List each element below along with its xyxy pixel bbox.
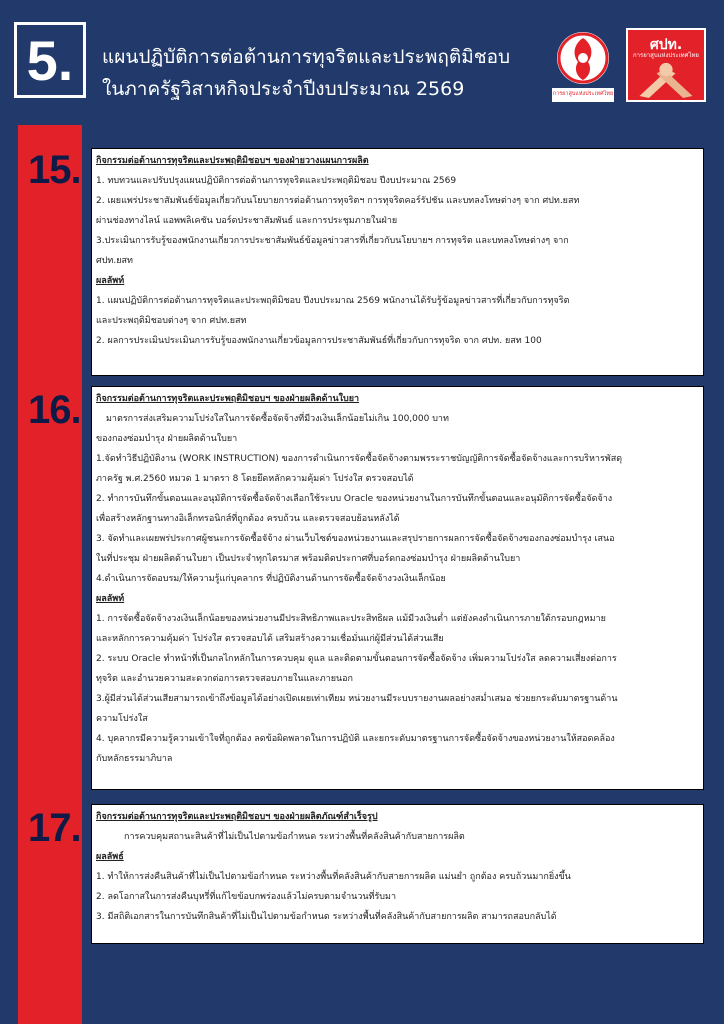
header-title-line1: แผนปฏิบัติการต่อต้านการทุจริตและประพฤติมิชอบ	[102, 46, 511, 68]
section-line: ในที่ประชุม ฝ่ายผลิตด้านใบยา เป็นประจำทุกไตรมาส พร้อมติดประกาศที่บอร์ดกองซ่อมบำรุง ฝ่ายผลิตด้านใบยา	[96, 554, 521, 564]
result-line: 1. ทำให้การส่งคืนสินค้าที่ไม่เป็นไปตามข้อกำหนด ระหว่างพื้นที่คลังสินค้ากับสายการผลิต แม่นยำ ถูกต้อง ครบถ้วนมากยิ่งขึ้น	[96, 872, 571, 882]
section-line: 1.จัดทำวิธีปฏิบัติงาน (WORK INSTRUCTION) ของการดำเนินการจัดซื้อจัดจ้างตามพรระราชบัญญัติการจัดซื้อจัดจ้างและการบริหารพัสดุ	[96, 454, 623, 464]
section-line: 3.ประเมินการรับรู้ของพนักงานเกี่ยวการประชาสัมพันธ์ข้อมูลข่าวสารที่เกี่ยวกับนโยบายฯ การทุจริต และบทลงโทษต่างๆ จาก	[96, 236, 569, 246]
section-line: 3. จัดทำและเผยพร่ประกาศผู้ชนะการจัดซื้อจัจ้าง ผ่านเว็บไซต์ของหน่วยงานและสรุปรายการผลการจัดซื้อจัดจ้างของกองซ่อมบำรุง เสนอ	[96, 534, 615, 544]
section-number-16: 16.	[28, 388, 81, 432]
section-line: มาตรการส่งเสริมความโปร่งใสในการจัดซื้อจัดจ้างที่มีวงเงินเล็กน้อยไม่เกิน 100,000 บาท	[106, 414, 449, 424]
result-line: และหลักการความคุ้มค่า โปร่งใส ตรวจสอบได้ เสริมสร้างความเชื่อมั่นแก่ผู้มีส่วนได้ส่วนเสีย	[96, 634, 444, 644]
section-line: 4.ดำเนินการจัดอบรม/ให้ความรู้แก่บุคลากร ที่ปฏิบัติงานด้านการจัดซื้อจัดจ้างวงเงินเล็กน้อย	[96, 574, 446, 584]
header-title-line2: ในภาครัฐวิสาหกิจประจำปีงบประมาณ 2569	[102, 78, 465, 100]
section-panel-17	[91, 804, 704, 944]
result-line: กับหลักธรรมาภิบาล	[96, 754, 173, 764]
spt-logo	[626, 28, 706, 102]
section-line: 1. ทบทวนและปรับปรุงแผนปฏิบัติการต่อต้านการทุจริตและประพฤติมิชอบ ปีงบประมาณ 2569	[96, 176, 457, 186]
left-red-bar	[18, 125, 82, 1024]
result-line: 1. แผนปฏิบัติการต่อต้านการทุจริตและประพฤติมิชอบ ปีงบประมาณ 2569 พนักงานได้รับรู้ข้อมูลข่าวสารที่เกี่ยวกับการทุจริต	[96, 296, 570, 306]
result-line: ความโปร่งใส	[96, 714, 148, 724]
section-line: ศปท.ยสท	[96, 256, 133, 266]
result-line: 2. ระบบ Oracle ทำหน้าที่เป็นกลไกหลักในการควบคุม ดูแล และติดตามขั้นตอนการจัดซื้อจัดจ้าง เพิ่มความโปร่งใส ลดความเสี่ยงต่อการ	[96, 654, 617, 664]
section-line: ของกองซ่อมบำรุง ฝ่ายผลิตด้านใบยา	[96, 434, 238, 444]
result-line: 3.ผู้มีส่วนได้ส่วนเสียสามารถเข้าถึงข้อมูลได้อย่างเปิดเผยเท่าเทียม หน่วยงานมีระบบรายงานผลอย่างสม่ำเสมอ ช่วยยกระดับมาตรฐานด้าน	[96, 694, 618, 704]
section-line: การควบคุมสถานะสินค้าที่ไม่เป็นไปตามข้อกำหนด ระหว่างพื้นที่คลังสินค้ากับสายการผลิต	[124, 832, 465, 842]
section-line: 2. ทำการบันทึกขั้นตอนและอนุมัติการจัดซื้อจัดจ้างเลือกใช้ระบบ Oracle ของหน่วยงานในการบันทึกขั้นตอนและอนุมัติการจัดซื้อจัดจ้าง	[96, 494, 613, 504]
section-heading: กิจกรรมต่อต้านการทุจริตและประพฤติมิชอบฯ ของฝ่ายผลิตด้านใบยา	[96, 394, 360, 404]
header-number: 5.	[14, 22, 86, 98]
crossed-arms-icon	[630, 58, 702, 100]
result-heading: ผลลัพธ์	[96, 852, 124, 862]
section-panel-16	[91, 386, 704, 790]
section-heading: กิจกรรมต่อต้านการทุจริตและประพฤติมิชอบฯ ของฝ่ายผลิตภัณฑ์สำเร็จรูป	[96, 812, 378, 822]
section-line: ภาครัฐ พ.ศ.2560 หมวด 1 มาตรา 8 โดยยึดหลักความคุ้มค่า โปร่งใส ตรวจสอบได้	[96, 474, 414, 484]
section-heading: กิจกรรมต่อต้านการทุจริตและประพฤติมิชอบฯ ของฝ่ายวางแผนการผลิต	[96, 156, 369, 166]
section-number-17: 17.	[28, 806, 81, 850]
result-line: 2. ผลการประเมินประเมินการรับรู้ของพนักงานเกี่ยวข้อมูลการประชาสัมพันธ์ที่เกี่ยวกับการทุจริต จาก ศปท. ยสท 100	[96, 336, 542, 346]
section-number-15: 15.	[28, 148, 81, 192]
result-line: 1. การจัดซื้อจัดจ้างวงเงินเล็กน้อยของหน่วยงานมีประสิทธิภาพและประสิทธิผล แม้มีวงเงินต่ำ แต่ยังคงดำเนินการภายใต้กรอบกฎหมาย	[96, 614, 606, 624]
section-line: 2. เผยแพร่ประชาสัมพันธ์ข้อมูลเกี่ยวกับนโยบายการต่อต้านการทุจริตฯ การทุจริตคอร์รัปชัน และบทลงโทษต่างๆ จาก ศปท.ยสท	[96, 196, 580, 206]
result-line: 3. มีสถิติเอกสารในการบันทึกสินค้าที่ไม่เป็นไปตามข้อกำหนด ระหว่างพื้นที่คลังสินค้ากับสายการผลิต สามารถสอบกลับได้	[96, 912, 557, 922]
result-heading: ผลลัพท์	[96, 276, 125, 286]
header	[0, 0, 724, 118]
ttm-logo-caption: การยาสูบแห่งประเทศไทย	[552, 91, 614, 97]
section-panel-15	[91, 148, 704, 376]
result-line: 4. บุคลากรมีความรู้ความเข้าใจที่ถูกต้อง ลดข้อผิดพลาดในการปฏิบัติ และยกระดับมาตรฐานการจัดซื้อจัดจ้างของหน่วยงานให้สอดคล้อง	[96, 734, 615, 744]
result-line: 2. ลดโอกาสในการส่งคืนบุหรี่ที่แก้ไขข้อบกพร่องแล้วไม่ครบตามจำนวนที่รับมา	[96, 892, 396, 902]
section-line: ผ่านช่องทางไลน์ แอพพลิเคชัน บอร์ดประชาสัมพันธ์ และการประชุมภายในฝ่าย	[96, 216, 398, 226]
spt-logo-abbr: ศปท.	[649, 37, 683, 53]
section-line: เพื่อสร้างหลักฐานทางอิเล็กทรอนิกส์ที่ถูกต้อง ครบถ้วน และตรวจสอบย้อนหลังได้	[96, 514, 400, 524]
spt-logo-caption: การยาสูบแห่งประเทศไทย	[633, 52, 699, 59]
result-heading: ผลลัพท์	[96, 594, 125, 604]
result-line: ทุจริต และอำนวยความสะดวกต่อการตรวจสอบภายในและภายนอก	[96, 674, 353, 684]
result-line: และประพฤติมิชอบต่างๆ จาก ศปท.ยสท	[96, 316, 247, 326]
